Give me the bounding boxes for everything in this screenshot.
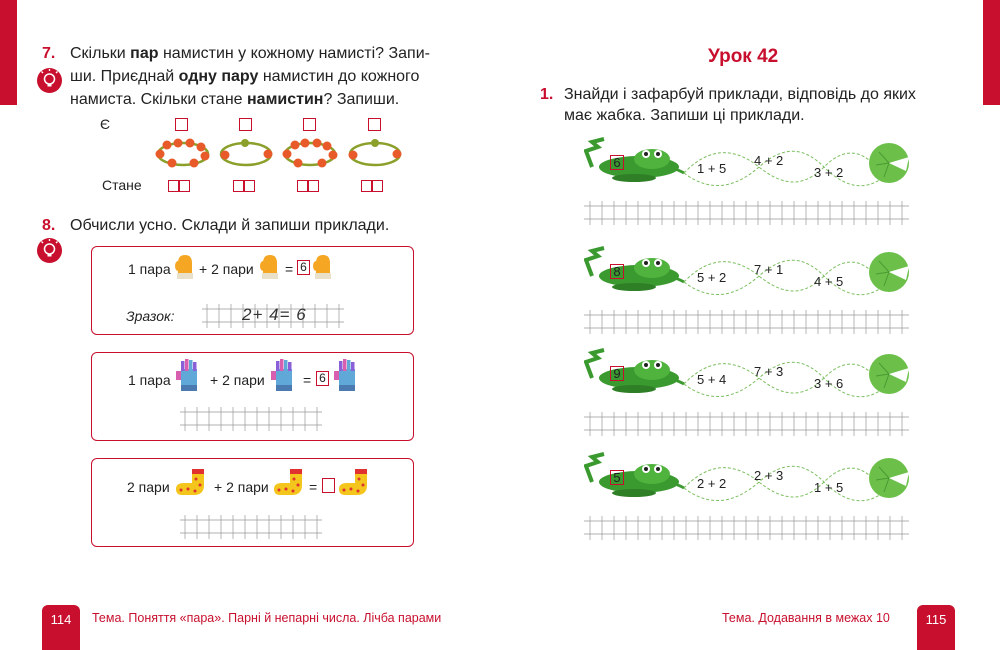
- answer-box-4[interactable]: [368, 118, 381, 131]
- answer-box-1[interactable]: [175, 118, 188, 131]
- frog-row: [584, 348, 914, 443]
- frog-row: [584, 137, 914, 232]
- mitten-icon: [174, 251, 196, 281]
- glove-icon: [175, 359, 203, 393]
- answer-pair-3[interactable]: [297, 179, 319, 197]
- sock-icon: [272, 467, 308, 499]
- card1-middle-term: + 2 пари: [199, 261, 254, 277]
- card1-left-term: 1 пара: [128, 261, 171, 277]
- glove-icon: [333, 359, 361, 393]
- grid-lines[interactable]: [180, 407, 322, 431]
- grid-lines[interactable]: [584, 516, 909, 540]
- frog-icon: [586, 454, 684, 497]
- frog-row: [584, 452, 914, 547]
- expression-1[interactable]: 1 + 5: [697, 161, 727, 176]
- sample-label: Зразок:: [126, 308, 175, 324]
- card2-middle-term: + 2 пари: [210, 372, 265, 388]
- sock-icon: [337, 467, 373, 499]
- frog-number: 6: [610, 155, 624, 170]
- expression-3[interactable]: 3 + 2: [814, 165, 844, 180]
- task8-number: 8.: [42, 217, 56, 234]
- glove-icon: [270, 359, 298, 393]
- label-become: Стане: [102, 177, 142, 193]
- footer-topic-left: Тема. Поняття «пара». Парні й непарні числа. Лічба парами: [92, 611, 442, 625]
- left-edge-tab: [0, 0, 17, 105]
- lesson-title: Урок 42: [708, 46, 779, 67]
- frog-number: 9: [610, 366, 624, 381]
- card2-equals: =: [303, 372, 312, 388]
- answer-pair-4[interactable]: [361, 179, 383, 197]
- task8-card-2: [91, 352, 414, 441]
- task1-number: 1.: [540, 86, 554, 103]
- card3-middle-term: + 2 пари: [214, 479, 269, 495]
- label-is: Є: [100, 116, 111, 132]
- card2-left-term: 1 пара: [128, 372, 171, 388]
- footer-topic-right: Тема. Додавання в межах 10: [722, 611, 890, 625]
- answer-box-3[interactable]: [303, 118, 316, 131]
- lily-pad-icon: [869, 354, 909, 394]
- sample-expression: 2+ 4= 6: [242, 305, 307, 324]
- page-number-left: 114: [42, 605, 80, 650]
- grid-lines[interactable]: [584, 201, 909, 225]
- grid-lines[interactable]: [584, 412, 909, 436]
- frog-number: 5: [610, 470, 624, 485]
- frog-icon: [586, 139, 684, 182]
- card2-answer[interactable]: 6: [316, 371, 329, 386]
- task8-card-3: [91, 458, 414, 547]
- card3-equals: =: [309, 479, 318, 495]
- frog-icon: [586, 350, 684, 393]
- card1-equals: =: [285, 261, 294, 277]
- grid-lines[interactable]: [584, 310, 909, 334]
- lightbulb-icon: [37, 68, 62, 93]
- right-edge-tab: [983, 0, 1000, 105]
- card3-answer[interactable]: [322, 478, 335, 493]
- task8-card-1: [91, 246, 414, 335]
- sock-icon: [174, 467, 210, 499]
- task7-number: 7.: [42, 45, 56, 62]
- expression-1[interactable]: 5 + 4: [697, 372, 727, 387]
- frog-number: 8: [610, 264, 624, 279]
- answer-pair-2[interactable]: [233, 179, 255, 197]
- frog-icon: [586, 248, 684, 291]
- expression-2[interactable]: 4 + 2: [754, 153, 784, 168]
- lightbulb-icon: [37, 238, 62, 263]
- bead-necklaces: [150, 135, 410, 175]
- grid-lines[interactable]: [180, 515, 322, 539]
- task8-text: Обчисли усно. Склади й запиши приклади.: [70, 217, 390, 234]
- expression-1[interactable]: 2 + 2: [697, 476, 727, 491]
- lily-pad-icon: [869, 458, 909, 498]
- lily-pad-icon: [869, 252, 909, 292]
- expression-1[interactable]: 5 + 2: [697, 270, 727, 285]
- expression-2[interactable]: 7 + 3: [754, 364, 784, 379]
- page-number-right: 115: [917, 605, 955, 650]
- expression-3[interactable]: 4 + 5: [814, 274, 844, 289]
- frog-row: [584, 246, 914, 341]
- mitten-icon: [312, 251, 334, 281]
- lily-pad-icon: [869, 143, 909, 183]
- task7-text: Скільки пар намистин у кожному намисті? Запи- ши. Приєднай одну пару намистин до кожного намиста. Скільки стане намистин? Запиши.: [70, 45, 430, 108]
- expression-2[interactable]: 2 + 3: [754, 468, 784, 483]
- expression-2[interactable]: 7 + 1: [754, 262, 784, 277]
- answer-box-2[interactable]: [239, 118, 252, 131]
- task1-text: Знайди і зафарбуй приклади, відповідь до яких має жабка. Запиши ці приклади.: [564, 86, 916, 124]
- mitten-icon: [259, 251, 281, 281]
- expression-3[interactable]: 1 + 5: [814, 480, 844, 495]
- card3-left-term: 2 пари: [127, 479, 170, 495]
- expression-3[interactable]: 3 + 6: [814, 376, 844, 391]
- answer-pair-1[interactable]: [168, 179, 190, 197]
- card1-answer[interactable]: 6: [297, 260, 310, 275]
